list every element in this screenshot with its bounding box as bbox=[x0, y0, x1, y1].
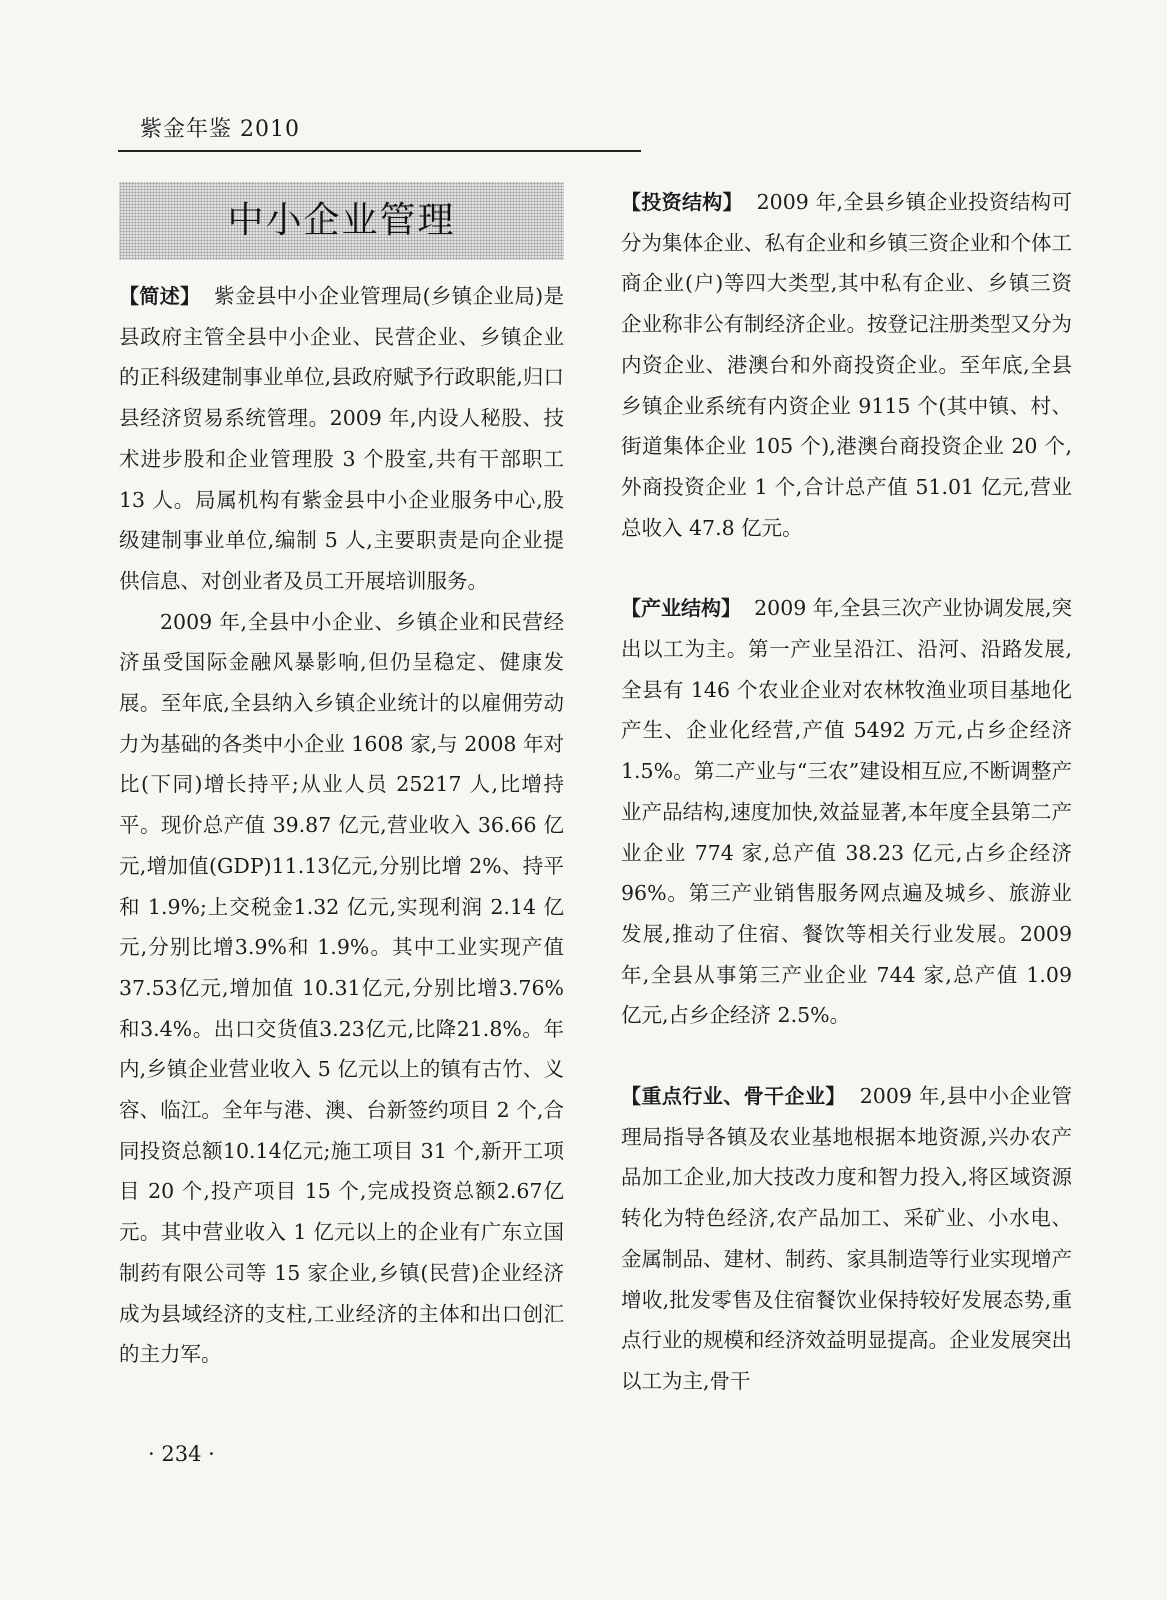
overview-paragraph bbox=[119, 276, 564, 602]
section-title: 中小企业管理 bbox=[227, 199, 456, 241]
key-industries-text: 2009 年,县中小企业管理局指导各镇及农业基地根据本地资源,兴办农产品加工企业,加大技改力度和智力投入,将区域资源转化为特色经济,农产品加工、采矿业、小水电、金属制品、建材、制药、家具制造等行业实现增产增收,批发零售及住宿餐饮业保持较好发展态势,重点行业的规模和经济效益明显提高。企业发展突出以工为主,骨干 bbox=[621, 1084, 1072, 1393]
key-industries-paragraph bbox=[621, 1076, 1072, 1402]
page-number: · 234 · bbox=[148, 1442, 215, 1466]
industry-structure-text: 2009 年,全县三次产业协调发展,突出以工为主。第一产业呈沿江、沿河、沿路发展,全县有 146 个农业企业对农林牧渔业项目基地化产生、企业化经营,产值 5492 万元,占乡企经济 1.5%。第二产业与“三农”建设相互应,不断调整产业产品结构,速度加快,效益显著,本年度全县第二产业企业 774 家,总产值 38.23 亿元,占乡企经济 96%。第三产业销售服务网点遍及城乡、旅游业发展,推动了住宿、餐饮等相关行业发展。2009 年,全县从事第三产业企业 744 家,总产值 1.09 亿元,占乡企经济 2.5%。 bbox=[621, 596, 1072, 1028]
investment-structure-label: 【投资结构】 bbox=[621, 190, 743, 214]
header-rule bbox=[118, 150, 641, 152]
running-head: 紫金年鉴 2010 bbox=[140, 117, 300, 142]
investment-structure-text: 2009 年,全县乡镇企业投资结构可分为集体企业、私有企业和乡镇三资企业和个体工商企业(户)等四大类型,其中私有企业、乡镇三资企业称非公有制经济企业。按登记注册类型又分为内资企业、港澳台和外商投资企业。至年底,全县乡镇企业系统有内资企业 9115 个(其中镇、村、街道集体企业 105 个),港澳台商投资企业 20 个,外商投资企业 1 个,合计总产值 51.01 亿元,营业总收入 47.8 亿元。 bbox=[621, 190, 1073, 540]
overview-label: 【简述】 bbox=[119, 284, 201, 308]
key-industries-label: 【重点行业、骨干企业】 bbox=[621, 1084, 846, 1109]
industry-structure-label: 【产业结构】 bbox=[621, 596, 742, 621]
investment-structure-paragraph bbox=[621, 182, 1072, 548]
section-title-box bbox=[119, 182, 564, 260]
left-column bbox=[119, 182, 564, 1375]
overview-text: 紫金县中小企业管理局(乡镇企业局)是县政府主管全县中小企业、民营企业、乡镇企业的正科级建制事业单位,县政府赋予行政职能,归口县经济贸易系统管理。2009 年,内设人秘股、技术进步股和企业管理股 3 个股室,共有干部职工 13 人。局属机构有紫金县中小企业服务中心,股级建制事业单位,编制 5 人,主要职责是向企业提供信息、对创业者及员工开展培训服务。 bbox=[119, 284, 564, 593]
industry-structure-paragraph bbox=[621, 588, 1072, 1036]
right-column bbox=[621, 182, 1072, 1402]
summary-paragraph: 2009 年,全县中小企业、乡镇企业和民营经济虽受国际金融风暴影响,但仍呈稳定、健康发展。至年底,全县纳入乡镇企业统计的以雇佣劳动力为基础的各类中小企业 1608 家,与 2008 年对比(下同)增长持平;从业人员 25217 人,比增持平。现价总产值 39.87 亿元,营业收入 36.66 亿元,增加值(GDP)11.13亿元,分别比增 2%、持平和 1.9%;上交税金1.32 亿元,实现利润 2.14 亿元,分别比增3.9%和 1.9%。其中工业实现产值37.53亿元,增加值 10.31亿元,分别比增3.76%和3.4%。出口交货值3.23亿元,比降21.8%。年内,乡镇企业营业收入 5 亿元以上的镇有古竹、义容、临江。全年与港、澳、台新签约项目 2 个,合同投资总额10.14亿元;施工项目 31 个,新开工项目 20 个,投产项目 15 个,完成投资总额2.67亿元。其中营业收入 1 亿元以上的企业有广东立国制药有限公司等 15 家企业,乡镇(民营)企业经济成为县域经济的支柱,工业经济的主体和出口创汇的主力军。 bbox=[119, 609, 564, 1367]
